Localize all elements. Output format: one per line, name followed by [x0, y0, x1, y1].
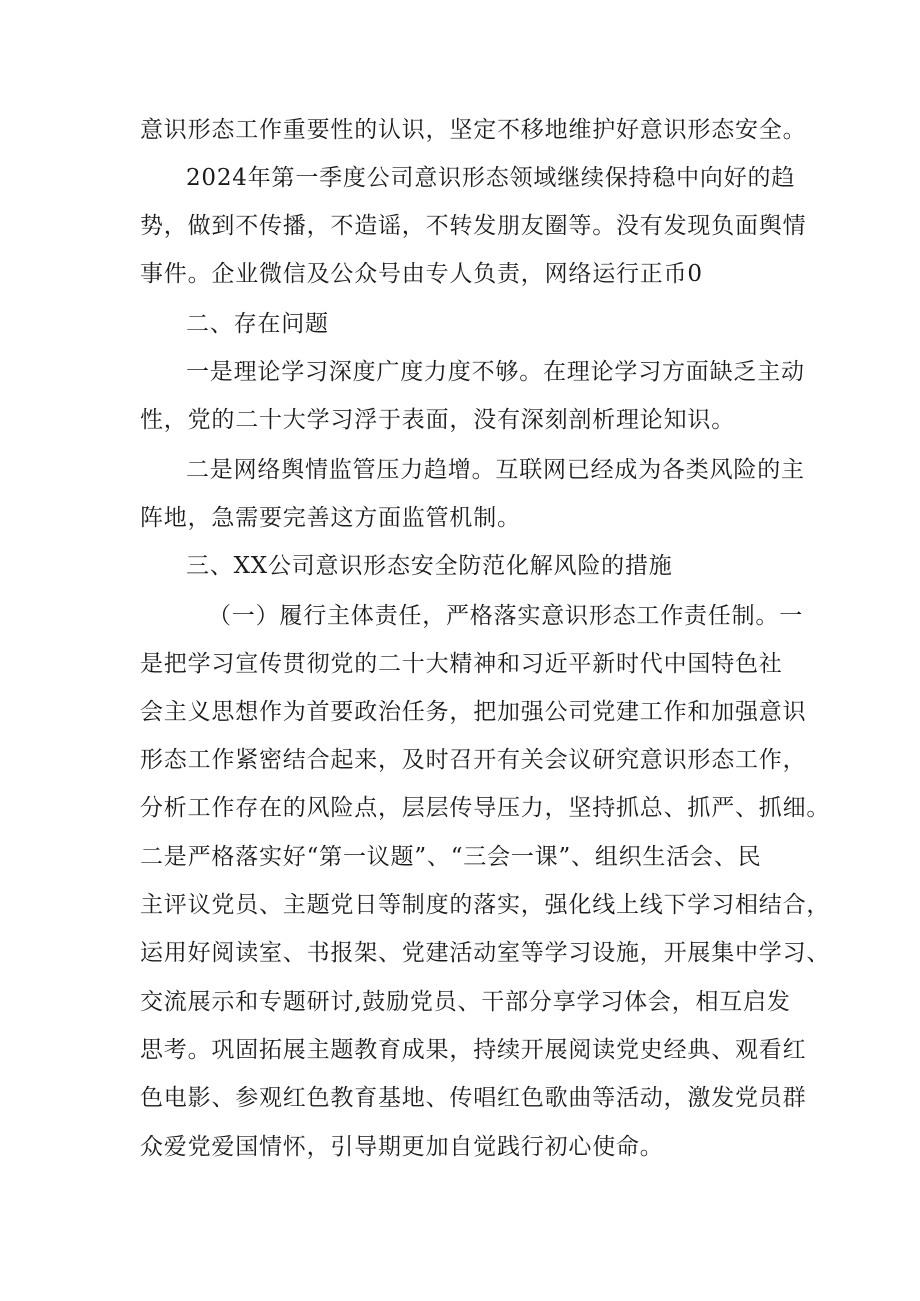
- text-line-2: 2024年第一季度公司意识形态领域继续保持稳中向好的趋: [186, 165, 796, 191]
- text-line-13: 会主义思想作为首要政治任务，把加强公司党建工作和加强意识: [140, 699, 807, 725]
- text-line-22: 众爱党爱国情怀，引导期更加自觉践行初心使命。: [140, 1134, 664, 1160]
- text-line-11: （一）履行主体责任，严格落实意识形态工作责任制。一: [208, 603, 803, 629]
- section-heading-measures: 三、XX公司意识形态安全防范化解风险的措施: [186, 553, 673, 579]
- text-line-12: 是把学习宣传贯彻党的二十大精神和习近平新时代中国特色社: [140, 651, 783, 677]
- text-line-7: 性，党的二十大学习浮于表面，没有深刻剖析理论知识。: [140, 407, 735, 433]
- text-line-3: 势，做到不传播，不造谣，不转发朋友圈等。没有发现负面舆情: [140, 213, 807, 239]
- text-line-21: 色电影、参观红色教育基地、传唱红色歌曲等活动，激发党员群: [140, 1085, 807, 1111]
- text-line-14: 形态工作紧密结合起来，及时召开有关会议研究意识形态工作，: [140, 747, 807, 773]
- text-line-9: 阵地，急需要完善这方面监管机制。: [140, 505, 521, 531]
- text-line-15: 分析工作存在的风险点，层层传导压力，坚持抓总、抓严、抓细。: [140, 795, 831, 821]
- text-line-8: 二是网络舆情监管压力趋增。互联网已经成为各类风险的主: [186, 457, 805, 483]
- text-line-16: 二是严格落实好“第一议题”、“三会一课”、组织生活会、民: [140, 844, 762, 870]
- text-line-19: 交流展示和专题研讨,鼓励党员、干部分享学习体会，相互启发: [140, 989, 791, 1015]
- text-line-4: 事件。企业微信及公众号由专人负责，网络运行正币0: [140, 261, 703, 287]
- text-line-6: 一是理论学习深度广度力度不够。在理论学习方面缺乏主动: [186, 359, 805, 385]
- section-heading-problems: 二、存在问题: [186, 311, 329, 337]
- text-line-20: 思考。巩固拓展主题教育成果，持续开展阅读党史经典、观看红: [140, 1037, 807, 1063]
- text-line-1: 意识形态工作重要性的认识，坚定不移地维护好意识形态安全。: [140, 117, 807, 143]
- text-line-17: 主评议党员、主题党日等制度的落实，强化线上线下学习相结合，: [140, 892, 831, 918]
- text-line-18: 运用好阅读室、书报架、党建活动室等学习设施，开展集中学习、: [140, 940, 831, 966]
